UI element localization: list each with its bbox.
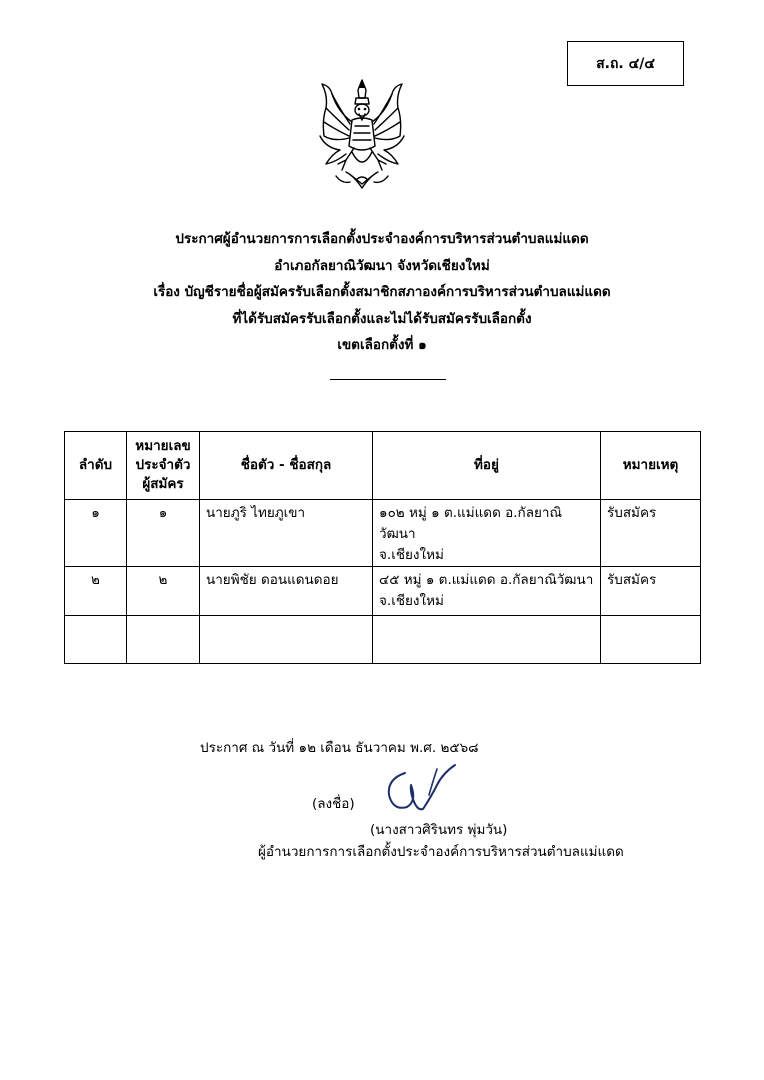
- header-address: ที่อยู่: [373, 432, 601, 500]
- cell-address: [373, 500, 601, 567]
- cell-number: ๒: [127, 567, 200, 616]
- address-line-2: จ.เชียงใหม่: [379, 593, 444, 609]
- heading-line-4: ที่ได้รับสมัครรับเลือกตั้งและไม่ได้รับสมัครรับเลือกตั้ง: [232, 310, 532, 327]
- announcement-date: ประกาศ ณ วันที่ ๑๒ เดือน ธันวาคม พ.ศ. ๒๕๖๘: [200, 740, 479, 756]
- header-number-line-2: ประจำตัว: [135, 457, 191, 473]
- cell-empty: [601, 616, 701, 664]
- heading-line-2: อำเภอกัลยาณิวัฒนา จังหวัดเชียงใหม่: [274, 257, 490, 274]
- cell-address: [373, 567, 601, 616]
- header-remark: หมายเหตุ: [601, 432, 701, 500]
- cell-order: ๑: [65, 500, 127, 567]
- cell-empty: [373, 616, 601, 664]
- header-number-line-1: หมายเลข: [135, 438, 191, 454]
- cell-number: ๑: [127, 500, 200, 567]
- form-code-box: [567, 41, 684, 86]
- signature-prefix: (ลงชื่อ): [312, 796, 355, 812]
- cell-name: นายภูริ ไทยภูเขา: [200, 500, 373, 567]
- heading-divider: [330, 379, 446, 380]
- cell-remark: รับสมัคร: [601, 500, 701, 567]
- garuda-emblem-icon: [312, 76, 412, 192]
- cell-empty: [200, 616, 373, 664]
- header-order: ลำดับ: [65, 432, 127, 500]
- table-row: [65, 500, 701, 567]
- candidate-table: [64, 431, 701, 664]
- header-number-line-3: ผู้สมัคร: [142, 476, 184, 492]
- cell-remark: รับสมัคร: [601, 567, 701, 616]
- cell-empty: [65, 616, 127, 664]
- announcement-heading: [80, 226, 684, 359]
- address-line-1: ๑๐๒ หมู่ ๑ ต.แม่แดด อ.กัลยาณิวัฒนา: [379, 505, 562, 542]
- signer-name: (นางสาวศิรินทร พุ่มวัน): [370, 822, 508, 838]
- table-header-row: [65, 432, 701, 500]
- table-row: [65, 567, 701, 616]
- address-line-1: ๔๕ หมู่ ๑ ต.แม่แดด อ.กัลยาณิวัฒนา: [379, 572, 594, 588]
- address-line-2: จ.เชียงใหม่: [379, 547, 444, 563]
- handwritten-signature-icon: [383, 761, 469, 819]
- empty-table-row: [65, 616, 701, 664]
- heading-line-3: เรื่อง บัญชีรายชื่อผู้สมัครรับเลือกตั้งสมาชิกสภาองค์การบริหารส่วนตำบลแม่แดด: [153, 284, 611, 300]
- cell-empty: [127, 616, 200, 664]
- heading-line-5: เขตเลือกตั้งที่ ๑: [337, 337, 427, 353]
- header-name: ชื่อตัว - ชื่อสกุล: [200, 432, 373, 500]
- cell-order: ๒: [65, 567, 127, 616]
- signer-title: ผู้อำนวยการการเลือกตั้งประจำองค์การบริหารส่วนตำบลแม่แดด: [258, 844, 624, 860]
- header-candidate-number: [127, 432, 200, 500]
- cell-name: นายพิชัย ดอนแดนดอย: [200, 567, 373, 616]
- heading-line-1: ประกาศผู้อำนวยการการเลือกตั้งประจำองค์การบริหารส่วนตำบลแม่แดด: [175, 231, 589, 247]
- form-code-text: ส.ถ. ๔/๔: [596, 55, 655, 72]
